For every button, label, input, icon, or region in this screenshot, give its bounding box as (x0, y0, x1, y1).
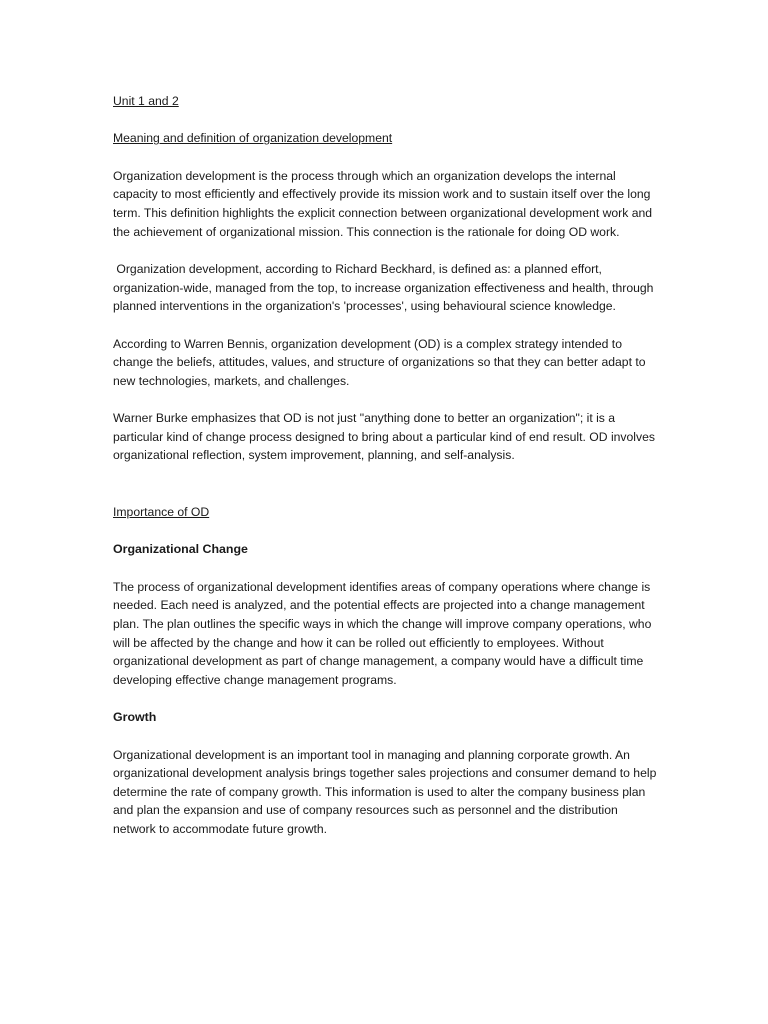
subheading-organizational-change: Organizational Change (113, 542, 248, 557)
document-content (113, 92, 658, 839)
paragraph-burke-definition: Warner Burke emphasizes that OD is not just "anything done to better an organization"; it is a particular kind of change process designed to bring about a particular kind of end result. OD involves organizational reflection, system improvement, planning, and self-analysis. (113, 411, 655, 463)
unit-heading: Unit 1 and 2 (113, 94, 179, 108)
paragraph-bennis-definition: According to Warren Bennis, organization development (OD) is a complex strategy intended to change the beliefs, attitudes, values, and structure of organizations so that they can better adapt to new technologies, markets, and challenges. (113, 336, 646, 388)
paragraph-beckhard-definition: Organization development, according to Richard Beckhard, is defined as: a planned effort, organization-wide, managed from the top, to increase organization effectiveness and health, through planned interventions in the organization's 'processes', using behavioural science knowledge. (113, 261, 657, 314)
section-heading-importance-of-od: Importance of OD (113, 504, 210, 519)
section-heading-meaning-definition: Meaning and definition of organization development (113, 131, 393, 146)
paragraph-od-definition: Organization development is the process through which an organization develops the internal capacity to most efficiently and effectively provide its mission work and to sustain itself over the long term. This definition highlights the explicit connection between organizational development work and the achievement of organizational mission. This connection is the rationale for doing OD work. (113, 168, 653, 239)
subheading-growth: Growth (113, 710, 157, 725)
paragraph-growth: Organizational development is an important tool in managing and planning corporate growth. An organizational development analysis brings together sales projections and consumer demand to help determine the rate of company growth. This information is used to alter the company business plan and plan the expansion and use of company resources such as personnel and the distribution network to accommodate future growth. (113, 747, 657, 836)
paragraph-organizational-change: The process of organizational development identifies areas of company operations where change is needed. Each need is analyzed, and the potential effects are projected into a change management plan. The plan outlines the specific ways in which the change will improve company operations, who will be affected by the change and how it can be rolled out efficiently to employees. Without organizational development as part of change management, a company would have a difficult time developing effective change management programs. (113, 579, 652, 687)
